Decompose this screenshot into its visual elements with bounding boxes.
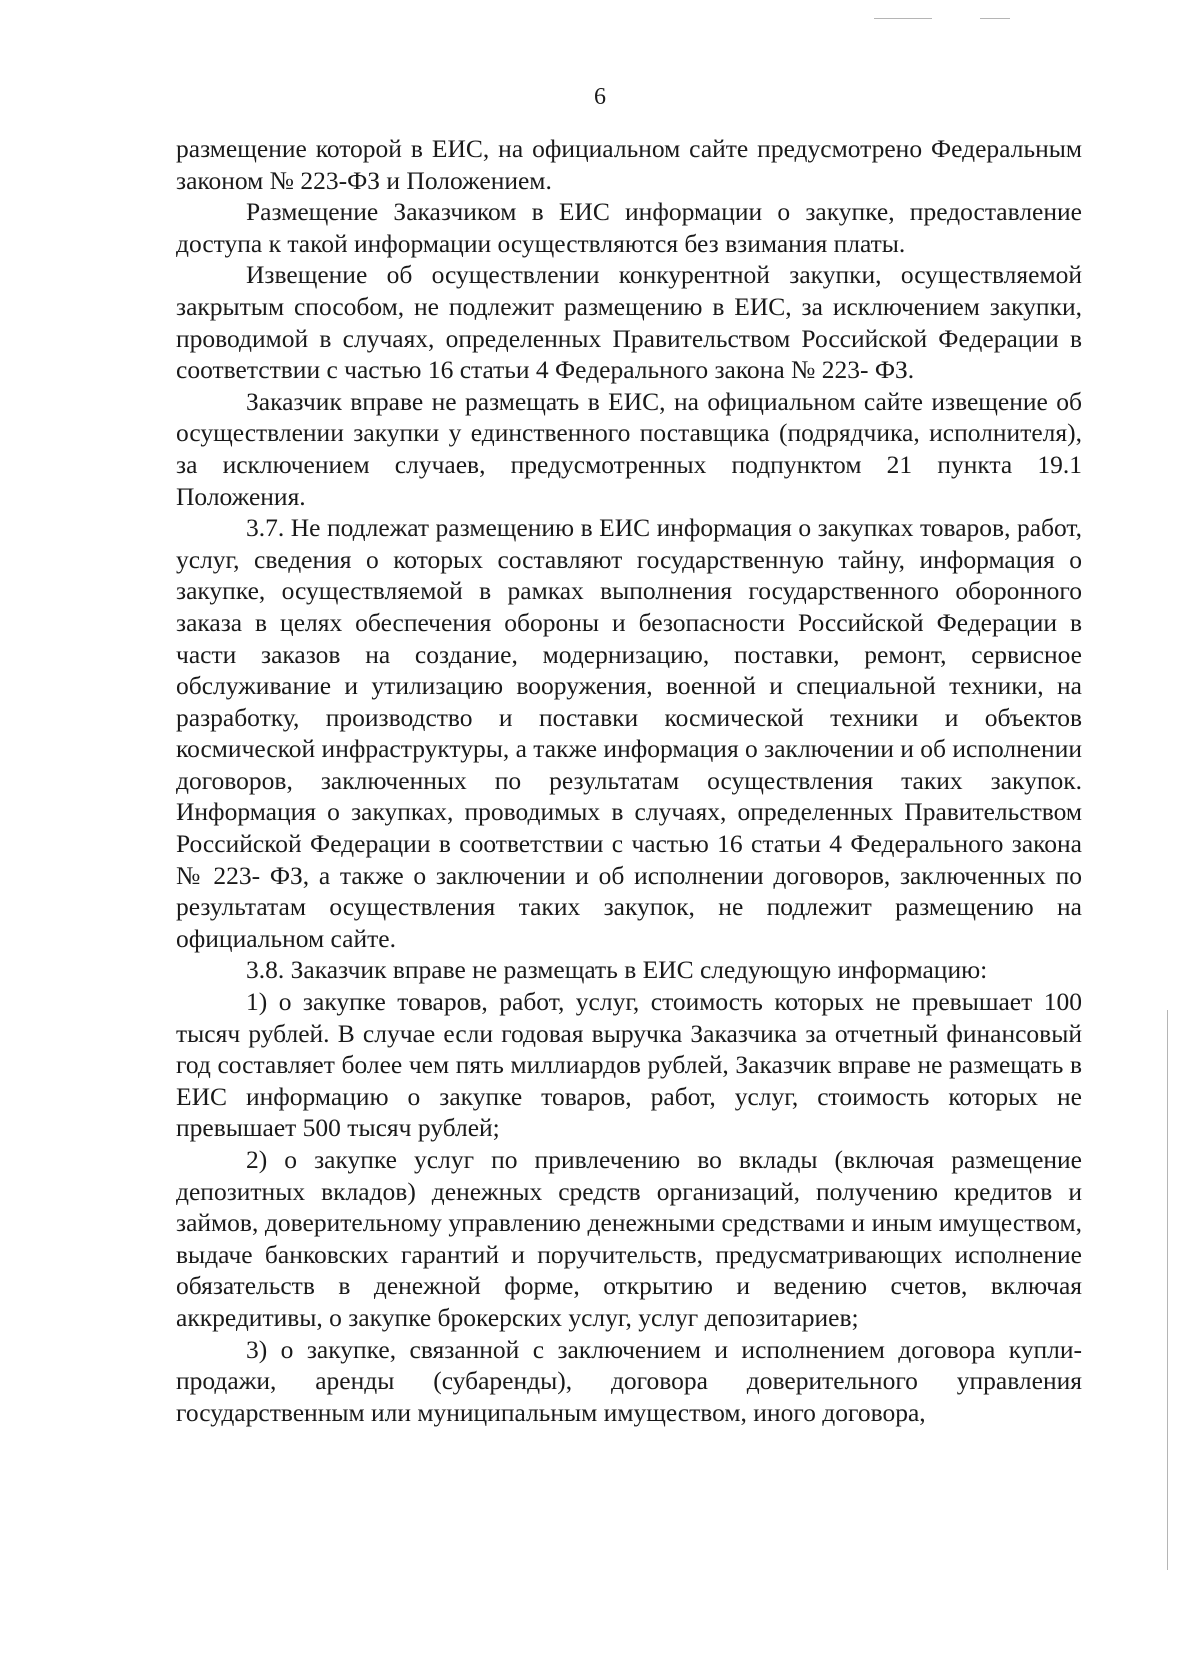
scan-artifact-top: [874, 18, 932, 19]
paragraph-section-3-7: 3.7. Не подлежат размещению в ЕИС информация о закупках товаров, работ, услуг, сведения о которых составляют государственную тайну, информация о закупке, осуществляемой в рамках выполнения государственного оборонного заказа в целях обеспечения обороны и безопасности Российской Федерации в части заказов на создание, модернизацию, поставки, ремонт, сервисное обслуживание и утилизацию вооружения, военной и специальной техники, на разработку, производство и поставки космической техники и объектов космической инфраструктуры, а также информация о заключении и об исполнении договоров, заключенных по результатам осуществления таких закупок. Информация о закупках, проводимых в случаях, определенных Правительством Российской Федерации в соответствии с частью 16 статьи 4 Федерального закона № 223- ФЗ, а также о заключении и об исполнении договоров, заключенных по результатам осуществления таких закупок, не подлежит размещению на официальном сайте.: [176, 513, 1082, 953]
list-item-3: 3) о закупке, связанной с заключением и исполнением договора купли-продажи, аренды (субаренды), договора доверительного управления государственным или муниципальным имуществом, иного договора,: [176, 1334, 1082, 1427]
page-number: 6: [594, 84, 606, 110]
paragraph-free-access: Размещение Заказчиком в ЕИС информации о закупке, предоставление доступа к такой информации осуществляются без взимания платы.: [176, 197, 1082, 258]
paragraph-closed-procurement: Извещение об осуществлении конкурентной закупки, осуществляемой закрытым способом, не подлежит размещению в ЕИС, за исключением закупки, проводимой в случаях, определенных Правительством Российской Федерации в соответствии с частью 16 статьи 4 Федерального закона № 223- ФЗ.: [176, 260, 1082, 385]
scan-artifact-top-2: [980, 18, 1010, 19]
list-item-2: 2) о закупке услуг по привлечению во вклады (включая размещение депозитных вкладов) денежных средств организаций, получению кредитов и займов, доверительному управлению денежными средствами и иным имуществом, выдаче банковских гарантий и поручительств, предусматривающих исполнение обязательств в денежной форме, открытию и ведению счетов, включая аккредитивы, о закупке брокерских услуг, услуг депозитариев;: [176, 1145, 1082, 1332]
paragraph-single-supplier: Заказчик вправе не размещать в ЕИС, на официальном сайте извещение об осуществлении закупки у единственного поставщика (подрядчика, исполнителя), за исключением случаев, предусмотренных подпунктом 21 пункта 19.1 Положения.: [176, 386, 1082, 511]
paragraph-continuation: размещение которой в ЕИС, на официальном сайте предусмотрено Федеральным законом № 223-ФЗ и Положением.: [176, 134, 1082, 195]
scan-artifact-right-edge: [1167, 1010, 1168, 1570]
document-body: [176, 133, 1082, 1428]
list-item-1: 1) о закупке товаров, работ, услуг, стоимость которых не превышает 100 тысяч рублей. В случае если годовая выручка Заказчика за отчетный финансовый год составляет более чем пять миллиардов рублей, Заказчик вправе не размещать в ЕИС информацию о закупке товаров, работ, услуг, стоимость которых не превышает 500 тысяч рублей;: [176, 987, 1082, 1143]
paragraph-section-3-8: 3.8. Заказчик вправе не размещать в ЕИС следующую информацию:: [246, 955, 988, 985]
